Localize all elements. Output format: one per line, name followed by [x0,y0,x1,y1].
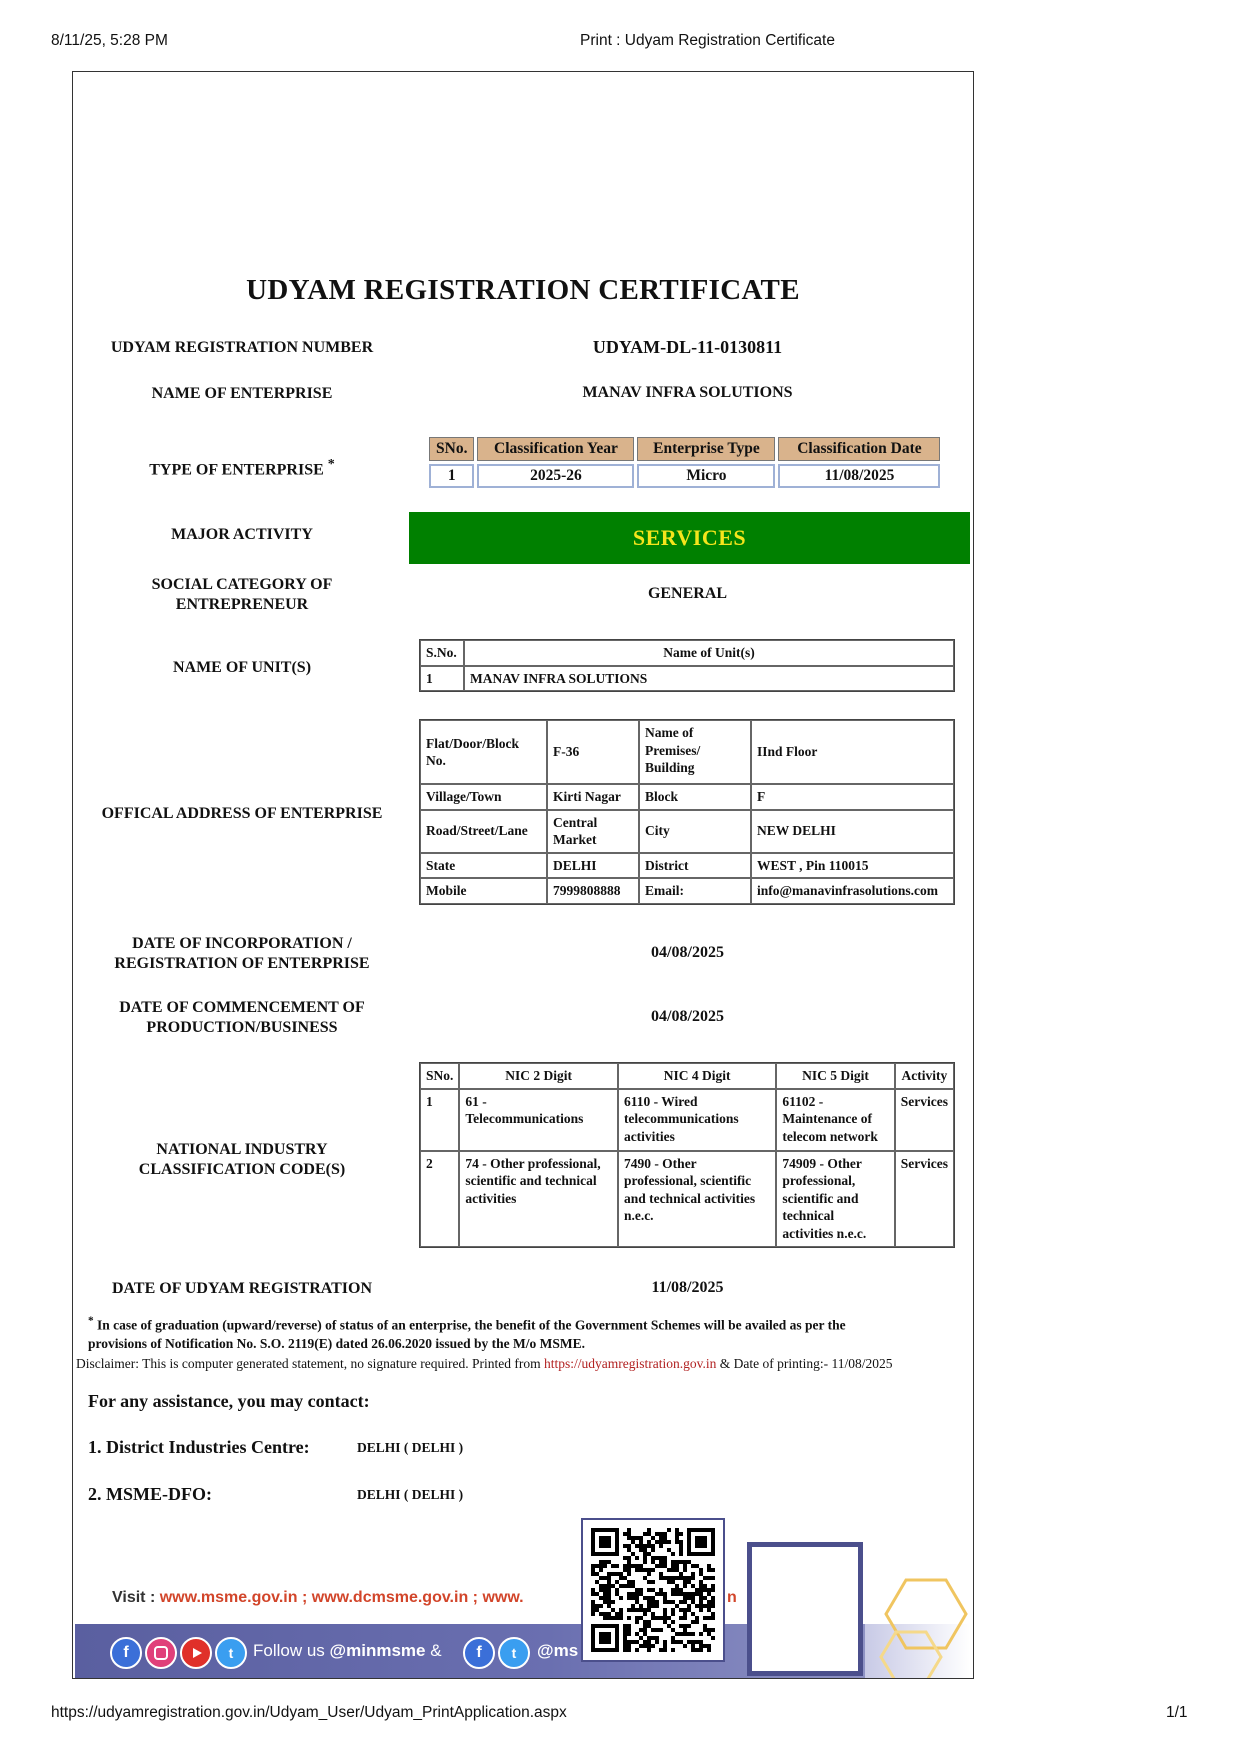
cls-header-sno: SNo. [429,437,474,461]
nic-row1-4digit-b: telecommunications [623,1111,739,1126]
nic-table [419,1062,955,1248]
cls-header-type: Enterprise Type [637,437,775,461]
nic-row1-4digit-a: 6110 - Wired [623,1093,698,1109]
major-activity-label: MAJOR ACTIVITY [171,526,313,543]
cls-cell-sno: 1 [429,464,474,488]
incorporation-label-line1: DATE OF INCORPORATION / [132,935,352,952]
commencement-label [82,998,402,1038]
disclaimer [76,1356,974,1372]
cls-cell-year: 2025-26 [477,464,634,488]
nic-row2-4digit-b: professional, scientific [623,1173,752,1188]
nic-row1-4digit-c: activities [623,1128,675,1144]
nic-row2-2digit-c: activities [465,1190,517,1206]
qr-code [581,1518,725,1662]
visit-prefix: Visit : [112,1589,160,1606]
nic-row1-activity: Services [895,1089,954,1151]
addr-flat: F-36 [547,720,639,784]
reg-number: UDYAM-DL-11-0130811 [592,337,783,357]
print-url: https://udyamregistration.gov.in/Udyam_User/Udyam_PrintApplication.aspx [51,1704,567,1721]
addr-mobile: 7999808888 [547,878,639,904]
follow-amp: & [425,1641,442,1660]
nic-header-activity: Activity [895,1063,954,1089]
cls-header-year: Classification Year [477,437,634,461]
nic-row2-4digit-a: 7490 - Other [623,1155,697,1171]
nic-row2-5digit-c: scientific and [782,1190,859,1206]
enterprise-type-label [82,455,402,480]
follow-handle-2: @ms [537,1641,579,1660]
addr-road-2: Market [553,832,597,847]
units-cell-sno: 1 [420,666,464,692]
visit-tail: n [727,1589,737,1606]
nic-row1-2digit-a: 61 - [465,1093,487,1109]
nic-row2-2digit-a: 74 - Other professional, [465,1155,601,1171]
social-category: GENERAL [647,585,728,602]
note-line1: In case of graduation (upward/reverse) of status of an enterprise, the benefit of the Government Schemes will be availed as per the [97,1317,846,1333]
reg-number-label: UDYAM REGISTRATION NUMBER [110,339,374,356]
udyam-reg-date: 11/08/2025 [651,1279,724,1296]
instagram-icon[interactable] [145,1637,177,1669]
visit-line [112,1589,524,1607]
addr-state: DELHI [547,853,639,879]
print-title: Print : Udyam Registration Certificate [580,32,835,49]
cls-cell-date: 11/08/2025 [778,464,940,488]
hexagon-decoration-icon [866,1572,971,1678]
addr-road-1: Central [553,814,598,830]
nic-label-line2: CLASSIFICATION CODE(S) [138,1161,346,1178]
note-line2: provisions of Notification No. S.O. 2119(E) dated 26.06.2020 issued by the M/o MSME. [88,1335,586,1351]
nic-row1-sno: 1 [420,1089,459,1151]
disclaimer-link[interactable]: https://udyamregistration.gov.in [544,1356,717,1371]
enterprise-name-label: NAME OF ENTERPRISE [151,385,333,402]
nic-row1-2digit-b: Telecommunications [465,1111,584,1126]
nic-row2-5digit-e: activities n.e.c. [782,1225,867,1241]
social-category-label [82,575,402,615]
social-category-label-line2: ENTREPRENEUR [175,596,309,613]
nic-label-line1: NATIONAL INDUSTRY [156,1141,328,1158]
dfo-value: DELHI ( DELHI ) [357,1487,464,1502]
social-category-label-line1: SOCIAL CATEGORY OF [151,576,333,593]
facebook-icon-2[interactable]: f [463,1637,495,1669]
addr-premises-label-2: Premises/ [645,742,701,758]
photo-frame [747,1542,863,1676]
addr-premises-label [639,720,751,784]
address-label: OFFICAL ADDRESS OF ENTERPRISE [101,805,383,822]
addr-email-label: Email: [639,878,751,904]
youtube-icon[interactable] [180,1637,212,1669]
twitter-icon[interactable]: t [215,1637,247,1669]
nic-header-sno: SNo. [420,1063,459,1089]
commencement-date: 04/08/2025 [651,1008,724,1025]
disclaimer-suffix: & Date of printing:- 11/08/2025 [716,1356,893,1371]
nic-row2-5digit-b: professional, [782,1173,856,1188]
nic-row2-activity: Services [895,1151,954,1247]
incorporation-label [82,934,402,974]
nic-row2-4digit-c: and technical activities [623,1190,756,1206]
addr-block: F [751,784,954,810]
enterprise-type-label-text: TYPE OF ENTERPRISE [149,461,324,479]
udyam-reg-date-label: DATE OF UDYAM REGISTRATION [111,1280,373,1297]
nic-row2-4digit-d: n.e.c. [623,1208,654,1223]
nic-row2-2digit [459,1151,618,1247]
addr-road-label: Road/Street/Lane [420,810,547,853]
addr-email: info@manavinfrasolutions.com [751,878,954,904]
addr-state-label: State [420,853,547,879]
addr-flat-label-2: No. [426,753,446,768]
units-header-sno: S.No. [420,640,464,666]
addr-premises-label-1: Name of [645,725,694,740]
addr-premises: IInd Floor [751,720,954,784]
note-star: * [88,1315,94,1327]
addr-city: NEW DELHI [751,810,954,853]
nic-header-2: NIC 2 Digit [459,1063,618,1089]
facebook-icon[interactable]: f [110,1637,142,1669]
addr-district-label: District [639,853,751,879]
visit-sites[interactable]: www.msme.gov.in ; www.dcmsme.gov.in ; www. [159,1589,524,1606]
certificate-title: UDYAM REGISTRATION CERTIFICATE [246,274,800,306]
major-activity-banner: SERVICES [409,512,970,564]
nic-row1-4digit [618,1089,776,1151]
twitter-icon-2[interactable]: t [498,1637,530,1669]
dfo-label: 2. MSME-DFO: [88,1484,212,1504]
print-page: 1/1 [1166,1704,1188,1721]
nic-row2-5digit-d: technical [782,1208,835,1223]
nic-row1-5digit-b: Maintenance of [782,1111,872,1126]
addr-village: Kirti Nagar [547,784,639,810]
nic-row2-2digit-b: scientific and technical [465,1173,597,1188]
print-datetime: 8/11/25, 5:28 PM [51,32,168,49]
nic-row2-5digit-a: 74909 - Other [782,1155,862,1171]
nic-label [82,1140,402,1180]
nic-header-5: NIC 5 Digit [776,1063,894,1089]
dic-value: DELHI ( DELHI ) [357,1440,464,1455]
disclaimer-prefix: Disclaimer: This is computer generated statement, no signature required. Printed from [76,1356,544,1371]
nic-row2-sno: 2 [420,1151,459,1247]
addr-block-label: Block [639,784,751,810]
incorporation-date: 04/08/2025 [651,944,724,961]
nic-row1-5digit-c: telecom network [782,1128,878,1144]
nic-row1-5digit [776,1089,894,1151]
addr-flat-label-1: Flat/Door/Block [426,735,519,751]
assistance-title: For any assistance, you may contact: [88,1391,370,1411]
addr-district: WEST , Pin 110015 [751,853,954,879]
follow-text: Follow us [253,1641,330,1660]
nic-row1-2digit [459,1089,618,1151]
addr-mobile-label: Mobile [420,878,547,904]
incorporation-label-line2: REGISTRATION OF ENTERPRISE [114,955,370,972]
addr-road [547,810,639,853]
dic-label: 1. District Industries Centre: [88,1437,310,1457]
classification-table [426,434,943,491]
units-cell-name: MANAV INFRA SOLUTIONS [464,666,954,692]
units-header-name: Name of Unit(s) [464,640,954,666]
follow-line [253,1641,442,1661]
commencement-label-line2: PRODUCTION/BUSINESS [146,1019,338,1036]
addr-city-label: City [639,810,751,853]
nic-header-4: NIC 4 Digit [618,1063,776,1089]
units-label: NAME OF UNIT(S) [172,659,312,676]
units-table [419,639,955,692]
qr-code-image [591,1528,715,1652]
cls-header-date: Classification Date [778,437,940,461]
cls-cell-type: Micro [637,464,775,488]
enterprise-name: MANAV INFRA SOLUTIONS [582,384,793,401]
addr-premises-label-3: Building [645,760,695,775]
nic-row2-5digit [776,1151,894,1247]
type-star: * [327,457,335,472]
commencement-label-line1: DATE OF COMMENCEMENT OF [119,999,365,1016]
nic-row1-5digit-a: 61102 - [782,1093,824,1109]
addr-village-label: Village/Town [420,784,547,810]
follow-handle: @minmsme [329,1641,426,1660]
address-table [419,719,955,905]
addr-flat-label [420,720,547,784]
graduation-note [88,1312,954,1353]
nic-row2-4digit [618,1151,776,1247]
